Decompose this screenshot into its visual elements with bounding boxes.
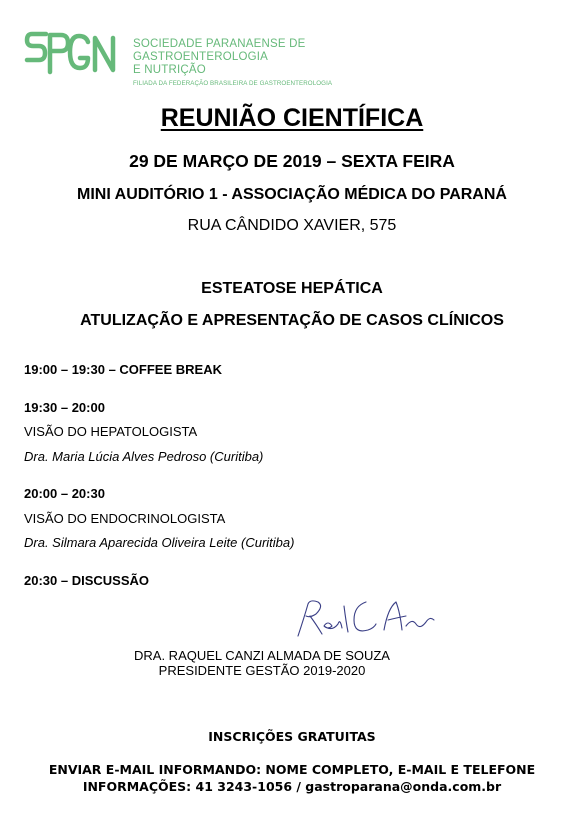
org-line-2: GASTROENTEROLOGIA	[133, 51, 269, 63]
session-1-title: VISÃO DO HEPATOLOGISTA	[24, 424, 198, 439]
session-2-time: 20:00 – 20:30	[24, 486, 105, 501]
session-2-speaker: Dra. Silmara Aparecida Oliveira Leite (Curitiba)	[24, 535, 295, 550]
contact-info: INFORMAÇÕES: 41 3243-1056 / gastroparana@onda.com.br	[82, 779, 502, 794]
org-line-1: SOCIEDADE PARANAENSE DE	[133, 38, 306, 50]
page-title: REUNIÃO CIENTÍFICA	[160, 104, 424, 132]
free-registration: INSCRIÇÕES GRATUITAS	[208, 729, 376, 744]
signer-role: PRESIDENTE GESTÃO 2019-2020	[158, 663, 366, 678]
handwritten-signature	[288, 596, 438, 640]
topic-title: ESTEATOSE HEPÁTICA	[201, 280, 383, 297]
session-1-time: 19:30 – 20:00	[24, 400, 105, 415]
affiliation-text: FILIADA DA FEDERAÇÃO BRASILEIRA DE GASTROENTEROLOGIA	[133, 80, 333, 87]
organization-name	[133, 38, 305, 77]
signer-name: DRA. RAQUEL CANZI ALMADA DE SOUZA	[134, 648, 390, 663]
coffee-break: 19:00 – 19:30 – COFFEE BREAK	[24, 362, 222, 377]
event-address: RUA CÂNDIDO XAVIER, 575	[187, 217, 397, 234]
registration-instructions: ENVIAR E-MAIL INFORMANDO: NOME COMPLETO, E-MAIL E TELEFONE	[48, 762, 536, 777]
event-venue: MINI AUDITÓRIO 1 - ASSOCIAÇÃO MÉDICA DO PARANÁ	[77, 186, 507, 203]
event-date: 29 DE MARÇO DE 2019 – SEXTA FEIRA	[129, 151, 455, 171]
spgn-logo	[24, 28, 120, 78]
topic-subtitle: ATULIZAÇÃO E APRESENTAÇÃO DE CASOS CLÍNICOS	[80, 312, 504, 329]
discussion: 20:30 – DISCUSSÃO	[24, 573, 149, 588]
session-2-title: VISÃO DO ENDOCRINOLOGISTA	[24, 511, 226, 526]
org-line-3: E NUTRIÇÃO	[133, 64, 206, 76]
session-1-speaker: Dra. Maria Lúcia Alves Pedroso (Curitiba)	[24, 449, 264, 464]
